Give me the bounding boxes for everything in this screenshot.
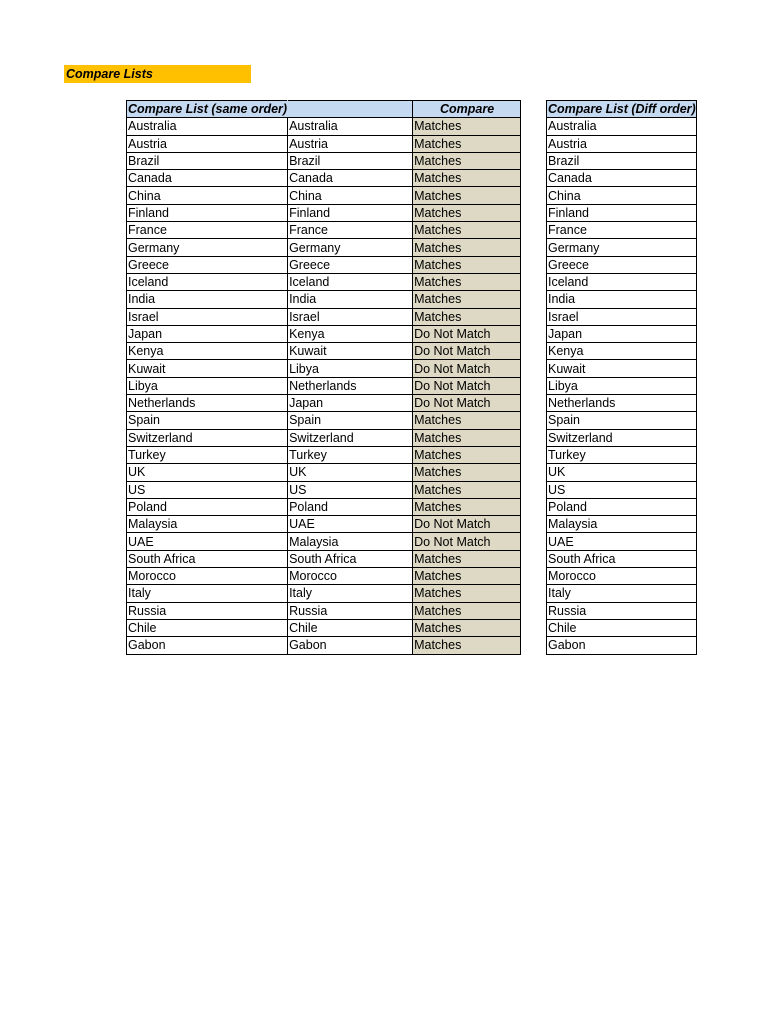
- table-row: [547, 377, 697, 394]
- list-b-cell[interactable]: India: [288, 291, 413, 308]
- list-a-cell[interactable]: Australia: [127, 118, 288, 135]
- list-a-cell[interactable]: Germany: [127, 239, 288, 256]
- table-row: [547, 429, 697, 446]
- table-row: [127, 602, 521, 619]
- header-row: [547, 101, 697, 118]
- list-a-cell[interactable]: Brazil: [127, 152, 288, 169]
- list-a-cell[interactable]: Italy: [127, 585, 288, 602]
- compare-result-cell[interactable]: Do Not Match: [413, 360, 521, 377]
- compare-result-cell[interactable]: Do Not Match: [413, 343, 521, 360]
- compare-result-cell[interactable]: Matches: [413, 464, 521, 481]
- table-row: [547, 170, 697, 187]
- table-row: [127, 446, 521, 463]
- compare-result-cell[interactable]: Matches: [413, 308, 521, 325]
- list-b-cell[interactable]: Spain: [288, 412, 413, 429]
- table-row: [547, 187, 697, 204]
- list-b-cell[interactable]: Finland: [288, 204, 413, 221]
- table-row: [127, 325, 521, 342]
- table-row: [547, 135, 697, 152]
- diff-list-cell[interactable]: UK: [547, 464, 697, 481]
- list-b-cell[interactable]: Libya: [288, 360, 413, 377]
- header-compare-list-same-order[interactable]: Compare List (same order): [128, 102, 288, 117]
- compare-result-cell[interactable]: Do Not Match: [413, 395, 521, 412]
- compare-result-cell[interactable]: Matches: [413, 118, 521, 135]
- list-a-cell[interactable]: US: [127, 481, 288, 498]
- table-row: [127, 360, 521, 377]
- table-row: [547, 568, 697, 585]
- compare-result-cell[interactable]: Do Not Match: [413, 516, 521, 533]
- diff-list-cell[interactable]: Netherlands: [547, 395, 697, 412]
- list-b-cell[interactable]: Greece: [288, 256, 413, 273]
- table-row: [547, 325, 697, 342]
- list-a-cell[interactable]: Malaysia: [127, 516, 288, 533]
- compare-result-cell[interactable]: Matches: [413, 429, 521, 446]
- header-compare[interactable]: Compare: [413, 101, 521, 118]
- list-a-cell[interactable]: Libya: [127, 377, 288, 394]
- list-a-cell[interactable]: Morocco: [127, 568, 288, 585]
- compare-result-cell[interactable]: Do Not Match: [413, 325, 521, 342]
- list-b-cell[interactable]: Israel: [288, 308, 413, 325]
- diff-list-cell[interactable]: South Africa: [547, 550, 697, 567]
- diff-list-cell[interactable]: Turkey: [547, 446, 697, 463]
- table-row: [127, 152, 521, 169]
- table-row: [127, 412, 521, 429]
- list-a-cell[interactable]: Canada: [127, 170, 288, 187]
- list-a-cell[interactable]: France: [127, 222, 288, 239]
- table-row: [547, 395, 697, 412]
- table-row: [127, 395, 521, 412]
- diff-list-cell[interactable]: Finland: [547, 204, 697, 221]
- compare-result-cell[interactable]: Matches: [413, 204, 521, 221]
- list-b-cell[interactable]: Switzerland: [288, 429, 413, 446]
- diff-list-cell[interactable]: Canada: [547, 170, 697, 187]
- sheet-title[interactable]: Compare Lists: [64, 65, 251, 83]
- list-a-cell[interactable]: Kenya: [127, 343, 288, 360]
- diff-list-cell[interactable]: Kenya: [547, 343, 697, 360]
- table-row: [127, 118, 521, 135]
- list-a-cell[interactable]: Israel: [127, 308, 288, 325]
- compare-result-cell[interactable]: Matches: [413, 239, 521, 256]
- diff-list-cell[interactable]: Japan: [547, 325, 697, 342]
- list-b-cell[interactable]: Austria: [288, 135, 413, 152]
- same-order-compare-table: [126, 100, 521, 655]
- list-b-cell[interactable]: Japan: [288, 395, 413, 412]
- list-b-cell[interactable]: Kuwait: [288, 343, 413, 360]
- table-row: [127, 204, 521, 221]
- diff-list-cell[interactable]: Australia: [547, 118, 697, 135]
- table-row: [127, 222, 521, 239]
- table-row: [127, 550, 521, 567]
- table-row: [127, 498, 521, 515]
- list-b-cell[interactable]: Iceland: [288, 273, 413, 290]
- list-b-cell[interactable]: UK: [288, 464, 413, 481]
- table-row: [127, 481, 521, 498]
- table-row: [547, 446, 697, 463]
- diff-list-cell[interactable]: US: [547, 481, 697, 498]
- table-row: [547, 412, 697, 429]
- table-row: [127, 256, 521, 273]
- table-row: [127, 637, 521, 654]
- table-row: [547, 204, 697, 221]
- list-b-cell[interactable]: Australia: [288, 118, 413, 135]
- diff-list-cell[interactable]: Poland: [547, 498, 697, 515]
- diff-list-cell[interactable]: Chile: [547, 619, 697, 636]
- table-row: [547, 118, 697, 135]
- diff-list-cell[interactable]: Austria: [547, 135, 697, 152]
- table-row: [547, 222, 697, 239]
- list-b-cell[interactable]: South Africa: [288, 550, 413, 567]
- list-b-cell[interactable]: Kenya: [288, 325, 413, 342]
- compare-result-cell[interactable]: Matches: [413, 637, 521, 654]
- diff-list-cell[interactable]: Greece: [547, 256, 697, 273]
- diff-list-cell[interactable]: Kuwait: [547, 360, 697, 377]
- list-a-cell[interactable]: Turkey: [127, 446, 288, 463]
- diff-list-cell[interactable]: Malaysia: [547, 516, 697, 533]
- header-row: [127, 101, 521, 118]
- list-a-cell[interactable]: India: [127, 291, 288, 308]
- table-row: [547, 619, 697, 636]
- diff-list-cell[interactable]: Brazil: [547, 152, 697, 169]
- table-row: [127, 464, 521, 481]
- compare-result-cell[interactable]: Matches: [413, 222, 521, 239]
- table-row: [127, 273, 521, 290]
- list-b-cell[interactable]: Morocco: [288, 568, 413, 585]
- compare-result-cell[interactable]: Matches: [413, 273, 521, 290]
- diff-list-cell[interactable]: France: [547, 222, 697, 239]
- diff-list-cell[interactable]: Italy: [547, 585, 697, 602]
- diff-list-cell[interactable]: Libya: [547, 377, 697, 394]
- table-row: [547, 550, 697, 567]
- diff-list-cell[interactable]: Germany: [547, 239, 697, 256]
- list-a-cell[interactable]: Finland: [127, 204, 288, 221]
- list-a-cell[interactable]: UK: [127, 464, 288, 481]
- list-b-cell[interactable]: China: [288, 187, 413, 204]
- table-row: [547, 239, 697, 256]
- table-row: [127, 568, 521, 585]
- diff-order-compare-table: [546, 100, 697, 655]
- list-b-cell[interactable]: Gabon: [288, 637, 413, 654]
- compare-result-cell[interactable]: Matches: [413, 619, 521, 636]
- compare-result-cell[interactable]: Matches: [413, 291, 521, 308]
- table-row: [547, 498, 697, 515]
- compare-result-cell[interactable]: Matches: [413, 550, 521, 567]
- table-row: [547, 533, 697, 550]
- table-row: [127, 343, 521, 360]
- list-b-cell[interactable]: France: [288, 222, 413, 239]
- table-row: [547, 308, 697, 325]
- diff-list-cell[interactable]: UAE: [547, 533, 697, 550]
- table-row: [127, 533, 521, 550]
- list-a-cell[interactable]: Netherlands: [127, 395, 288, 412]
- table-row: [547, 273, 697, 290]
- diff-list-cell[interactable]: Israel: [547, 308, 697, 325]
- table-row: [127, 135, 521, 152]
- list-a-cell[interactable]: Iceland: [127, 273, 288, 290]
- compare-result-cell[interactable]: Matches: [413, 256, 521, 273]
- compare-result-cell[interactable]: Matches: [413, 568, 521, 585]
- compare-result-cell[interactable]: Matches: [413, 446, 521, 463]
- compare-result-cell[interactable]: Do Not Match: [413, 533, 521, 550]
- compare-result-cell[interactable]: Matches: [413, 412, 521, 429]
- diff-list-cell[interactable]: Spain: [547, 412, 697, 429]
- list-b-cell[interactable]: Turkey: [288, 446, 413, 463]
- table-row: [547, 516, 697, 533]
- table-row: [127, 187, 521, 204]
- list-a-cell[interactable]: Gabon: [127, 637, 288, 654]
- list-a-cell[interactable]: Japan: [127, 325, 288, 342]
- compare-result-cell[interactable]: Matches: [413, 585, 521, 602]
- table-row: [547, 585, 697, 602]
- table-row: [127, 516, 521, 533]
- diff-list-cell[interactable]: Gabon: [547, 637, 697, 654]
- list-b-cell[interactable]: Italy: [288, 585, 413, 602]
- header-compare-list-diff-order[interactable]: Compare List (Diff order): [548, 102, 696, 117]
- compare-result-cell[interactable]: Matches: [413, 170, 521, 187]
- compare-result-cell[interactable]: Matches: [413, 498, 521, 515]
- list-a-cell[interactable]: Switzerland: [127, 429, 288, 446]
- table-row: [547, 256, 697, 273]
- list-b-cell[interactable]: Chile: [288, 619, 413, 636]
- table-row: [127, 291, 521, 308]
- list-b-cell[interactable]: Poland: [288, 498, 413, 515]
- list-b-cell[interactable]: Russia: [288, 602, 413, 619]
- table-row: [127, 585, 521, 602]
- diff-list-cell[interactable]: Switzerland: [547, 429, 697, 446]
- diff-list-cell[interactable]: Morocco: [547, 568, 697, 585]
- list-a-cell[interactable]: Greece: [127, 256, 288, 273]
- compare-result-cell[interactable]: Matches: [413, 481, 521, 498]
- table-row: [547, 481, 697, 498]
- compare-result-cell[interactable]: Do Not Match: [413, 377, 521, 394]
- list-a-cell[interactable]: Spain: [127, 412, 288, 429]
- table-row: [547, 360, 697, 377]
- list-a-cell[interactable]: China: [127, 187, 288, 204]
- list-a-cell[interactable]: UAE: [127, 533, 288, 550]
- table-row: [127, 308, 521, 325]
- list-b-cell[interactable]: Brazil: [288, 152, 413, 169]
- table-row: [127, 377, 521, 394]
- list-b-cell[interactable]: US: [288, 481, 413, 498]
- table-row: [127, 619, 521, 636]
- list-a-cell[interactable]: Poland: [127, 498, 288, 515]
- list-a-cell[interactable]: Chile: [127, 619, 288, 636]
- compare-result-cell[interactable]: Matches: [413, 135, 521, 152]
- list-a-cell[interactable]: Kuwait: [127, 360, 288, 377]
- diff-list-cell[interactable]: India: [547, 291, 697, 308]
- table-row: [547, 602, 697, 619]
- table-row: [547, 464, 697, 481]
- compare-result-cell[interactable]: Matches: [413, 602, 521, 619]
- diff-list-cell[interactable]: Iceland: [547, 273, 697, 290]
- diff-list-cell[interactable]: Russia: [547, 602, 697, 619]
- table-row: [127, 429, 521, 446]
- list-b-cell[interactable]: Canada: [288, 170, 413, 187]
- list-b-cell[interactable]: Malaysia: [288, 533, 413, 550]
- list-a-cell[interactable]: Russia: [127, 602, 288, 619]
- table-row: [547, 152, 697, 169]
- header-blank-cell[interactable]: [288, 101, 413, 118]
- table-row: [127, 239, 521, 256]
- compare-result-cell[interactable]: Matches: [413, 187, 521, 204]
- table-row: [547, 343, 697, 360]
- list-b-cell[interactable]: UAE: [288, 516, 413, 533]
- table-row: [547, 291, 697, 308]
- list-b-cell[interactable]: Netherlands: [288, 377, 413, 394]
- list-a-cell[interactable]: South Africa: [127, 550, 288, 567]
- diff-list-cell[interactable]: China: [547, 187, 697, 204]
- table-row: [127, 170, 521, 187]
- list-a-cell[interactable]: Austria: [127, 135, 288, 152]
- table-row: [547, 637, 697, 654]
- compare-result-cell[interactable]: Matches: [413, 152, 521, 169]
- list-b-cell[interactable]: Germany: [288, 239, 413, 256]
